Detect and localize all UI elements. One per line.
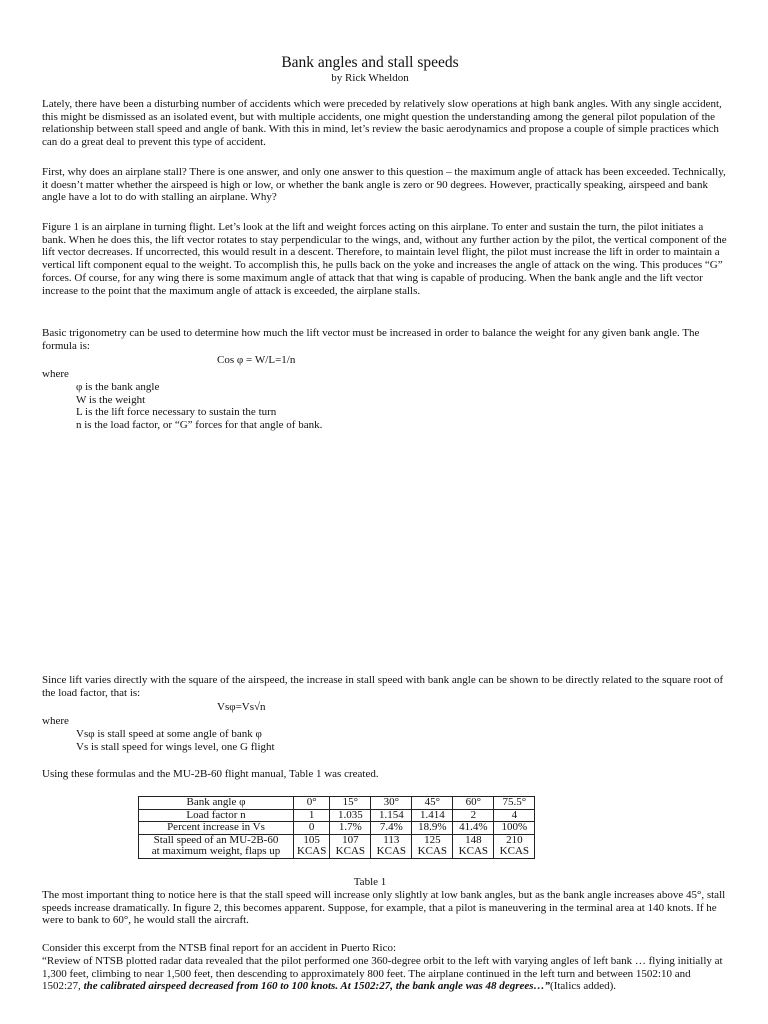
table-cell: 41.4% xyxy=(453,822,494,835)
definition-list-1 xyxy=(76,381,322,432)
table-cell: 105 xyxy=(294,834,330,846)
paragraph-ntsb-intro: Consider this excerpt from the NTSB final report for an accident in Puerto Rico: xyxy=(42,942,397,954)
table-cell: 4 xyxy=(494,809,535,822)
table-cell: 148 xyxy=(453,834,494,846)
paragraph-stall-speed: Since lift varies directly with the square of the airspeed, the increase in stall speed with bank angle can be shown to be directly related to the square root of the load factor, that is: xyxy=(42,674,724,699)
table-cell: Percent increase in Vs xyxy=(139,822,294,835)
definition-item: Vsφ is stall speed at some angle of bank φ xyxy=(76,728,262,740)
where-label-1: where xyxy=(42,368,69,380)
table-cell: KCAS xyxy=(453,846,494,858)
definition-list-2 xyxy=(76,728,275,753)
paragraph-ntsb-quote xyxy=(42,955,728,993)
table-cell: 1.7% xyxy=(330,822,371,835)
table-cell: 30° xyxy=(371,797,412,810)
table-cell: 75.5° xyxy=(494,797,535,810)
paragraph-intro: Lately, there have been a disturbing number of accidents which were preceded by relatively slow operations at high bank angles. With any single accident, this might be dismissed as an isolated event, but with multiple accidents, one might question the understanding among the general pilot population of the relationship between stall speed and angle of bank. With this in mind, let’s review the basic aerodynamics and propose a couple of simple practices which can do a great deal to prevent this type of accident. xyxy=(42,98,722,149)
table-cell: 45° xyxy=(412,797,453,810)
stall-speed-table xyxy=(138,796,535,859)
quote-text: “Review of NTSB plotted radar data revealed that the pilot performed one 360-degree orbit to the left with varying angles of left bank … flying initially at 1,300 feet, climbing to near 1,500 feet, then descending to approximately 800 feet. The airplane continued in the left turn and between 1502:10 and 1502:27, xyxy=(42,955,723,993)
definition-item: W is the weight xyxy=(76,393,146,406)
table-cell: 18.9% xyxy=(412,822,453,835)
table-cell: Stall speed of an MU-2B-60 xyxy=(139,834,294,846)
table-cell: 60° xyxy=(453,797,494,810)
table-cell: KCAS xyxy=(294,846,330,858)
paragraph-trigonometry: Basic trigonometry can be used to determine how much the lift vector must be increased in order to balance the weight for any given bank angle. The formula is: xyxy=(42,327,700,352)
table-row xyxy=(139,846,535,858)
table-cell: 1.414 xyxy=(412,809,453,822)
table-cell: 107 xyxy=(330,834,371,846)
table-row xyxy=(139,797,535,810)
table-caption: Table 1 xyxy=(353,876,387,888)
table-row xyxy=(139,822,535,835)
table-cell: 100% xyxy=(494,822,535,835)
table-cell: 113 xyxy=(371,834,412,846)
table-cell: 1.035 xyxy=(330,809,371,822)
table-cell: at maximum weight, flaps up xyxy=(139,846,294,858)
where-label-2: where xyxy=(42,715,69,727)
table-cell: 0° xyxy=(294,797,330,810)
paragraph-table-intro: Using these formulas and the MU-2B-60 flight manual, Table 1 was created. xyxy=(42,768,379,780)
table-cell: 210 xyxy=(494,834,535,846)
definition-item: φ is the bank angle xyxy=(76,381,160,393)
table-cell: Load factor n xyxy=(139,809,294,822)
definition-item: n is the load factor, or “G” forces for that angle of bank. xyxy=(76,419,323,432)
paragraph-why-stall: First, why does an airplane stall? There is one answer, and only one answer to this question – the maximum angle of attack has been exceeded. Technically, it doesn’t matter whether the airspeed is high or low, or whether the bank angle is zero or 90 degrees. However, practically speaking, airspeed and bank angle have a lot to do with stalling an airplane. Why? xyxy=(42,166,726,204)
byline: by Rick Wheldon xyxy=(331,72,409,84)
table-row xyxy=(139,809,535,822)
definition-item: Vs is stall speed for wings level, one G flight xyxy=(76,740,275,753)
quote-note: (Italics added). xyxy=(550,980,616,993)
table-cell: 7.4% xyxy=(371,822,412,835)
paragraph-figure1: Figure 1 is an airplane in turning flight. Let’s look at the lift and weight forces acting on this airplane. To enter and sustain the turn, the pilot initiates a bank. When he does this, the lift vector rotates to stay perpendicular to the wings, and, without any further action by the pilot, the vertical component of the lift vector decreases. If uncorrected, this would result in a descent. Therefore, to maintain level flight, the pilot must increase the lift in order to maintain a vertical lift component equal to the weight. To accomplish this, he pulls back on the yoke and increases the angle of attack on the wing. This produces “G” forces. Of course, for any wing there is some maximum angle of attack that that wing is capable of producing. When the bank angle and the lift vector increase to the point that the maximum angle of attack is exceeded, the airplane stalls. xyxy=(42,221,727,297)
table-cell: KCAS xyxy=(412,846,453,858)
table-cell: 125 xyxy=(412,834,453,846)
formula-load-factor: Cos φ = W/L=1/n xyxy=(217,354,296,366)
table-cell: 1 xyxy=(294,809,330,822)
table-cell: 15° xyxy=(330,797,371,810)
formula-stall-speed: Vsφ=Vs√n xyxy=(217,701,266,713)
quote-emphasis: the calibrated airspeed decreased from 160 to 100 knots. At 1502:27, the bank angle was 48 degrees…” xyxy=(83,980,551,993)
table-cell: KCAS xyxy=(330,846,371,858)
table-cell: KCAS xyxy=(371,846,412,858)
table-cell: KCAS xyxy=(494,846,535,858)
paragraph-observation: The most important thing to notice here is that the stall speed will increase only slightly at low bank angles, but as the bank angle increases above 45°, stall speeds increase dramatically. In figure 2, this becomes apparent. Suppose, for example, that a pilot is maneuvering in the terminal area at 140 knots. If he were to bank to 60°, he would stall the aircraft. xyxy=(42,889,726,927)
table-cell: 2 xyxy=(453,809,494,822)
table-cell: 0 xyxy=(294,822,330,835)
table-cell: Bank angle φ xyxy=(139,797,294,810)
definition-item: L is the lift force necessary to sustain the turn xyxy=(76,406,277,419)
page-title: Bank angles and stall speeds xyxy=(281,54,459,71)
table-cell: 1.154 xyxy=(371,809,412,822)
